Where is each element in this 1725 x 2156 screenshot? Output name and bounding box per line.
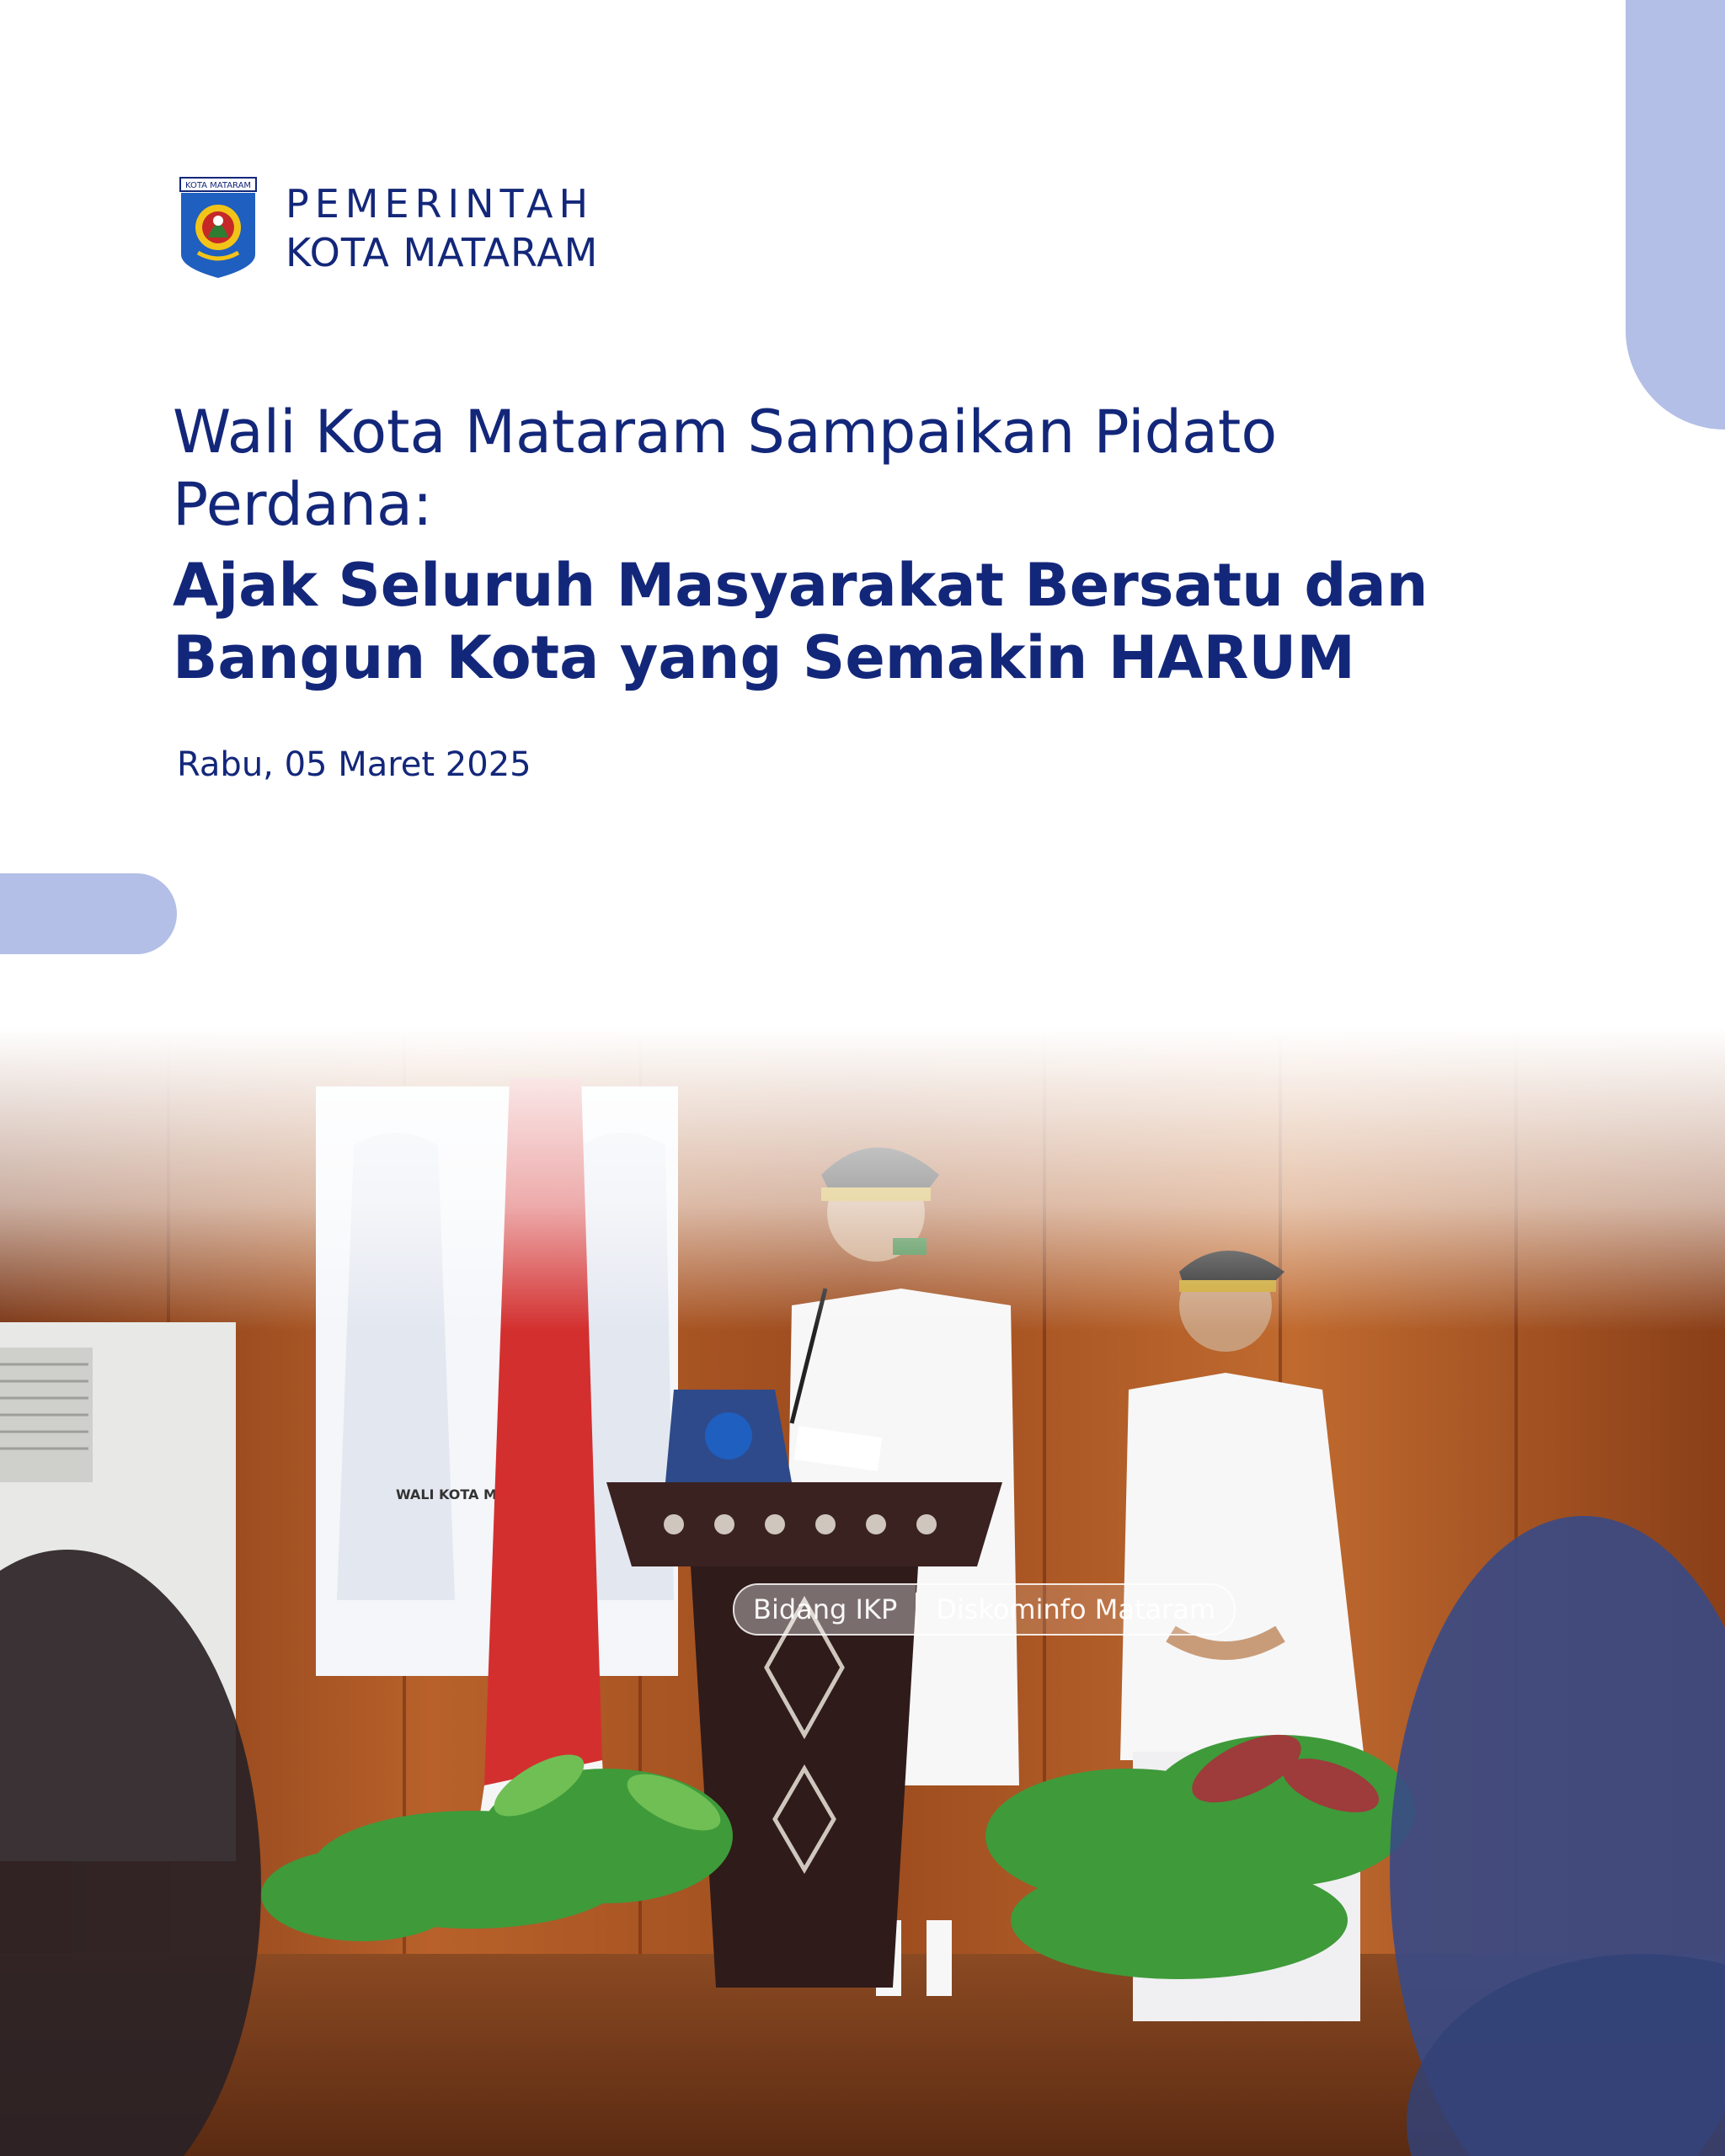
watermark-left: Bidang IKP	[734, 1585, 916, 1634]
headline-bold-line-2: Bangun Kota yang Semakin HARUM	[173, 623, 1355, 692]
headline	[173, 396, 1554, 694]
publish-date: Rabu, 05 Maret 2025	[177, 745, 531, 784]
headline-bold-line-1: Ajak Seluruh Masyarakat Bersatu dan	[173, 551, 1429, 620]
event-photo	[0, 1027, 1725, 2156]
brand-logo	[179, 177, 598, 280]
headline-bold	[173, 549, 1554, 694]
brand-line-1: PEMERINTAH	[286, 181, 595, 227]
photo-credit-watermark	[733, 1583, 1236, 1636]
headline-light-line-2: Perdana:	[173, 470, 433, 539]
watermark-right: Diskominfo Mataram	[936, 1593, 1216, 1625]
headline-light-line-1: Wali Kota Mataram Sampaikan Pidato	[173, 398, 1278, 467]
accent-pill-left	[0, 873, 177, 954]
city-emblem-icon	[179, 177, 257, 280]
brand-line-2: KOTA MATARAM	[286, 230, 599, 275]
emblem-caption: KOTA MATARAM	[184, 181, 252, 190]
headline-light	[173, 396, 1554, 541]
accent-shape-top-right	[1626, 0, 1725, 430]
